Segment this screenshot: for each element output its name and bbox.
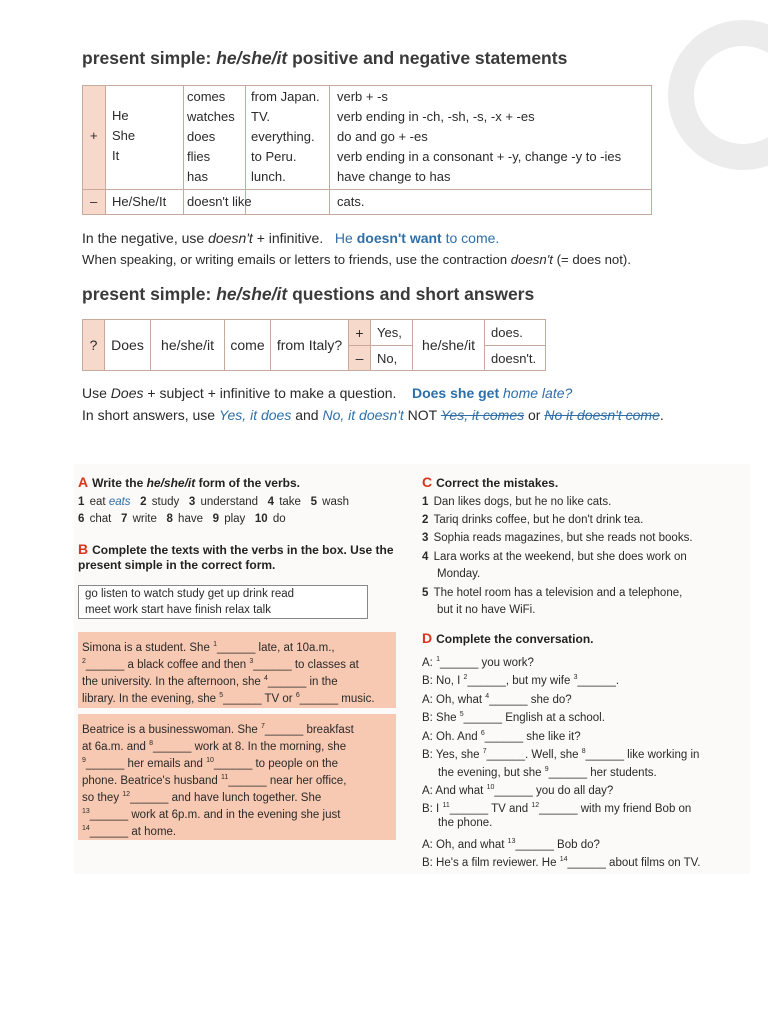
dialogue-line: A: Oh. And $^6$______ she like it? [422,730,581,743]
plus-sign: + [90,128,98,143]
object-cell: everything. [251,129,315,144]
plus-sign: + [349,320,371,345]
subject-cell: he/she/it [151,320,225,370]
positive-negative-table [82,85,652,215]
note-question: Use Does + subject + infinitive to make a question. Does she get home late? [82,385,573,401]
neg-subject: He/She/It [112,194,167,209]
rule-cell: verb ending in -ch, -sh, -s, -x + -es [337,109,535,124]
verb-cell: watches [187,109,235,124]
decorative-arc [668,20,768,170]
divider [183,86,184,214]
section2-title: present simple: he/she/it questions and short answers [82,284,535,304]
no-cell: No, [371,345,413,370]
rule-cell: have change to has [337,169,451,184]
section1-title-pre: present simple: [82,48,217,68]
exercise-b-title-line2: present simple in the correct form. [78,558,276,572]
verb-cell: flies [187,149,211,164]
text-line: $^{14}$______ at home. [82,825,177,838]
exercise-c-title: C Correct the mistakes. [422,474,559,490]
note-negative: In the negative, use doesn't + infinitive. He doesn't want to come. [82,230,500,246]
dialogue-line: the evening, but she $^9$______ her students. [422,766,657,779]
object-cell: from Italy? [271,320,349,370]
dialogue-line: A: Oh, what $^4$______ she do? [422,693,572,706]
exercise-c-item: 1 Dan likes dogs, but he no like cats. [422,496,612,508]
object-cell: to Peru. [251,149,297,164]
verb-box [78,585,368,619]
minus-sign: – [90,194,98,209]
dialogue-line: A: Oh, and what $^{13}$______ Bob do? [422,838,600,851]
dialogue-line: B: Yes, she $^7$______. Well, she $^8$______ like working in [422,748,700,761]
text-line: so they $^{12}$______ and have lunch together. She [82,791,322,804]
text-line: at 6a.m. and $^8$______ work at 8. In the morning, she [82,740,347,753]
text-line: phone. Beatrice's husband $^{11}$______ near her office, [82,774,347,787]
rule-cell: verb ending in a consonant + -y, change -y to -ies [337,149,622,164]
text-line: $^9$______ her emails and $^{10}$______ to people on the [82,757,338,770]
neg-object: cats. [337,194,365,209]
doesnt-short: doesn't. [485,345,545,370]
dialogue-line: B: He's a film reviewer. He $^{14}$______ about films on TV. [422,856,701,869]
section1-title-it: he/she/it [216,48,288,68]
exercise-c-item-cont: but it no have WiFi. [437,604,536,616]
does-cell: Does [105,320,151,370]
verb-cell: does [187,129,216,144]
verb-cell: come [225,320,271,370]
divider [329,86,330,214]
exercise-c-item: 3 Sophia reads magazines, but she reads not books. [422,532,693,544]
object-cell: from Japan. [251,89,320,104]
text-line: $^2$______ a black coffee and then $^3$______ to classes at [82,658,359,671]
subject-he: He [112,108,129,123]
dialogue-line: A: $^1$______ you work? [422,656,534,669]
exercise-b-title: B Complete the texts with the verbs in the box. Use the [78,541,394,557]
question-sign: ? [83,320,105,370]
verb-box-line: go listen to watch study get up drink read [85,588,295,600]
section1-title-post: positive and negative statements [287,48,568,68]
dialogue-line: B: She $^5$______ English at a school. [422,711,605,724]
yes-cell: Yes, [371,320,413,345]
minus-sign: – [349,345,371,370]
exercise-a-row2: 6 chat 7 write 8 have 9 play 10 do [78,513,286,525]
text-line: the university. In the afternoon, she $^4$______ in the [82,675,338,688]
note-short-answers: In short answers, use Yes, it does and No, it doesn't NOT Yes, it comes or No it doesn't come. [82,407,664,423]
object-cell: TV. [251,109,271,124]
divider [83,189,651,190]
exercise-a-row1: 1 eat eats 2 study 3 understand 4 take 5 wash [78,496,350,508]
verb-cell: has [187,169,208,184]
rule-cell: verb + -s [337,89,388,104]
exercise-a-title: A Write the he/she/it form of the verbs. [78,474,300,490]
text-line: Beatrice is a businesswoman. She $^7$______ breakfast [82,723,354,736]
exercise-c-item: 4 Lara works at the weekend, but she does work on [422,551,687,563]
exercise-c-item-cont: Monday. [437,568,481,580]
verb-box-line: meet work start have finish relax talk [85,604,271,616]
object-cell: lunch. [251,169,286,184]
text-line: library. In the evening, she $^5$______ TV or $^6$______ music. [82,692,375,705]
dialogue-line: B: I $^{11}$______ TV and $^{12}$______ with my friend Bob on [422,802,692,815]
neg-verb: doesn't like [187,194,252,209]
exercise-c-item: 5 The hotel room has a television and a telephone, [422,587,683,599]
subject-it: It [112,148,120,163]
subject2-cell: he/she/it [413,320,485,370]
does-short: does. [491,325,523,340]
note-contraction: When speaking, or writing emails or letters to friends, use the contraction doesn't (= does not). [82,252,631,267]
dialogue-line: A: And what $^{10}$______ you do all day? [422,784,614,797]
verb-cell: comes [187,89,226,104]
dialogue-line: the phone. [422,817,493,829]
exercise-d-title: D Complete the conversation. [422,630,594,646]
questions-table [82,319,546,371]
dialogue-line: B: No, I $^2$______, but my wife $^3$______. [422,674,620,687]
text-box-beatrice [78,714,396,840]
section1-title [82,48,567,69]
text-line: Simona is a student. She $^1$______ late, at 10a.m., [82,641,335,654]
exercise-c-item: 2 Tariq drinks coffee, but he don't drink tea. [422,514,644,526]
text-box-simona [78,632,396,708]
subject-she: She [112,128,136,143]
text-line: $^{13}$______ work at 6p.m. and in the evening she just [82,808,341,821]
rule-cell: do and go + -es [337,129,428,144]
